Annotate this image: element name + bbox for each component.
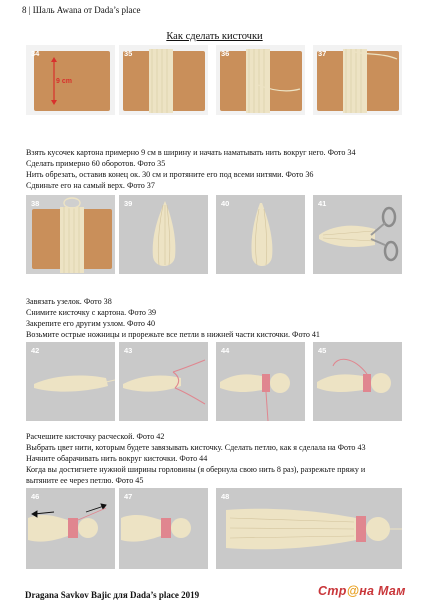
logo-sun-icon: @	[346, 584, 360, 598]
photo-number: 37	[318, 49, 327, 58]
photo-35	[119, 45, 208, 115]
photo-number: 41	[318, 199, 327, 208]
photo-number: 42	[31, 346, 40, 355]
photo-number: 44	[221, 346, 230, 355]
photo-number: 46	[31, 492, 40, 501]
photo-42	[26, 342, 115, 421]
instruction-line: Расчешите кисточку расческой. Фото 42	[26, 432, 165, 441]
instruction-line: Сделать примерно 60 оборотов. Фото 35	[26, 158, 166, 168]
instruction-line: вытяните ее через петлю. Фото 45	[26, 475, 144, 485]
instructions-34-37	[26, 148, 356, 192]
watermark-logo	[318, 584, 406, 598]
photo-47	[119, 488, 208, 569]
instruction-line: Взять кусочек картона примерно 9 см в ширину и начать наматывать нить вокруг него. Фото 34	[26, 148, 356, 157]
photo-number: 34	[31, 49, 40, 58]
page-footer: Dragana Savkov Bajic для Dada’s place 2019	[25, 590, 200, 600]
instructions-42-45	[26, 432, 366, 487]
instruction-line: Возьмите острые ножницы и прорежьте все петли в нижней части кисточки. Фото 41	[26, 329, 320, 339]
photo-37	[313, 45, 402, 115]
photo-43	[119, 342, 208, 421]
page-title: Как сделать кисточки	[166, 31, 263, 42]
photo-number: 35	[124, 49, 133, 58]
instruction-line: Сдвиньте его на самый верх. Фото 37	[26, 180, 155, 190]
photo-48	[216, 488, 402, 569]
photo-40	[216, 195, 305, 274]
measure-label: 9 cm	[56, 78, 72, 85]
instruction-line: Закрепите его другим узлом. Фото 40	[26, 318, 155, 328]
photo-number: 40	[221, 199, 230, 208]
photo-45	[313, 342, 402, 421]
instructions-38-41	[26, 297, 320, 341]
instruction-line: Снимите кисточку с картона. Фото 39	[26, 307, 157, 317]
photo-number: 47	[124, 492, 133, 501]
photo-36	[216, 45, 305, 115]
photo-39	[119, 195, 208, 274]
instruction-line: Нить обрезать, оставив конец ок. 30 см и протяните его под всеми нитями. Фото 36	[26, 169, 314, 179]
page-header: 8 | Шаль Awana от Dada’s place	[22, 5, 141, 15]
photo-34	[26, 45, 115, 115]
instruction-line: Завязать узелок. Фото 38	[26, 297, 112, 306]
photo-number: 36	[221, 49, 230, 58]
photo-44	[216, 342, 305, 421]
logo-text: Стр	[318, 584, 347, 598]
photo-38	[26, 195, 115, 274]
photo-number: 39	[124, 199, 133, 208]
logo-text: на Мам	[359, 584, 406, 598]
photo-number: 38	[31, 199, 40, 208]
photo-number: 45	[318, 346, 327, 355]
photo-number: 43	[124, 346, 133, 355]
instruction-line: Начните обарачивать нить вокруг кисточки. Фото 44	[26, 453, 208, 463]
photo-46	[26, 488, 115, 569]
photo-41	[313, 195, 402, 274]
instruction-line: Выбрать цвет нити, которым будете завязывать кисточку. Сделать петлю, как я сделала на Фото 43	[26, 442, 366, 452]
instruction-line: Когда вы достигнете нужной ширины горловины (я обернула свою нить 8 раз), разрежьте пряжу и	[26, 464, 366, 474]
photo-number: 48	[221, 492, 230, 501]
